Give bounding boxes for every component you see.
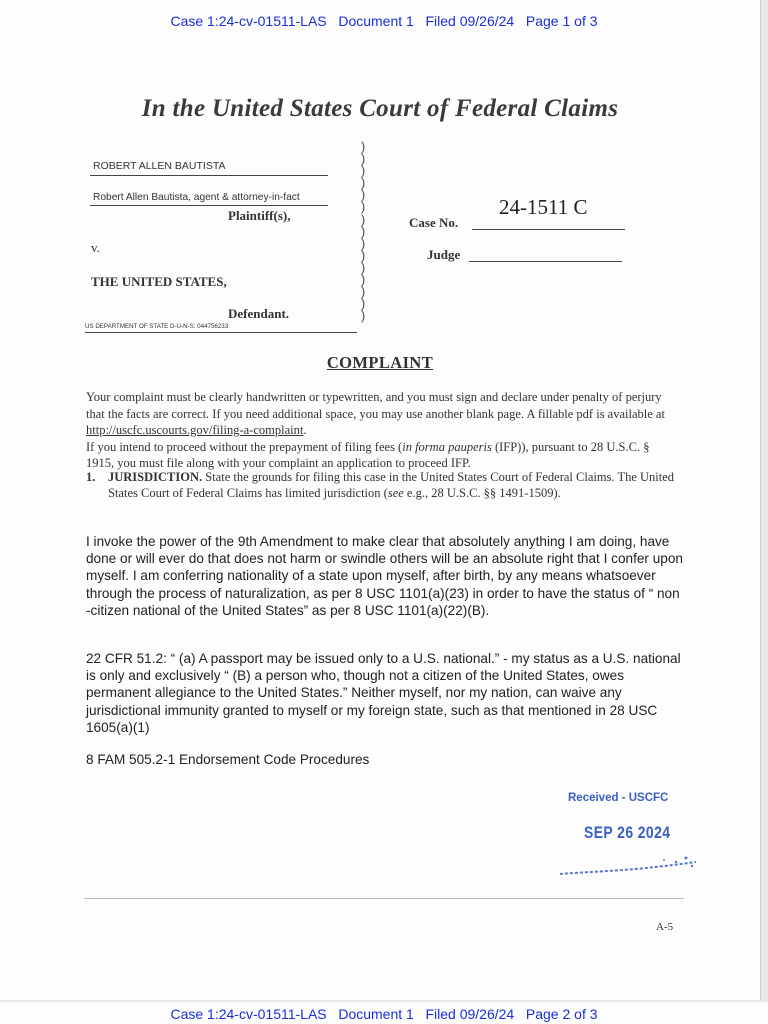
plaintiff-name: ROBERT ALLEN BAUTISTA — [93, 160, 226, 172]
ecf-header-top — [0, 13, 768, 29]
defendant-note: US DEPARTMENT OF STATE D-U-N-S: 044756233 — [85, 323, 229, 330]
instructions-paragraph-1 — [86, 389, 678, 439]
form-number: A-5 — [656, 921, 674, 933]
body-paragraph-2: 22 CFR 51.2: “ (a) A passport may be issued only to a U.S. national.” - my status as a U.S. national is only and exclusively “ (B) a person who, though not a citizen of the United States, owes permanent allegiance to the United States.” Neither myself, nor my nation, can waive any jurisdictional immunity granted to myself or my foreign state, such as that mentioned in 28 USC 1605(a)(1) — [86, 651, 681, 735]
versus: v. — [91, 240, 100, 255]
received-date-stamp: SEP 26 2024 — [584, 823, 671, 842]
page-indicator: Page 1 of 3 — [525, 13, 598, 29]
case-number: Case 1:24-cv-01511-LAS — [170, 13, 327, 29]
judge-label: Judge — [427, 247, 461, 262]
page-indicator: Page 2 of 3 — [525, 1006, 598, 1022]
document-number: Document 1 — [338, 1006, 414, 1022]
jurisdiction-body-b: e.g., 28 U.S.C. §§ 1491-1509). — [403, 485, 561, 500]
jurisdiction-see: see — [387, 485, 404, 500]
ecf-header-bottom — [0, 1006, 768, 1022]
instructions — [86, 389, 678, 472]
footer-rule — [84, 898, 684, 899]
case-caption — [85, 142, 380, 337]
case-no-line — [472, 229, 625, 230]
case-number: Case 1:24-cv-01511-LAS — [170, 1006, 327, 1022]
received-stamp: Received - USCFC — [568, 792, 669, 804]
instructions-paragraph-2 — [86, 439, 678, 472]
stamp-smudge — [556, 850, 701, 880]
judge-line — [469, 261, 622, 262]
jurisdiction-text — [108, 470, 686, 501]
ifp-text-a: If you intend to proceed without the prepayment of filing fees ( — [86, 439, 403, 454]
instructions-period: . — [303, 423, 307, 437]
body-paragraph-1: I invoke the power of the 9th Amendment to make clear that absolutely anything I am doing, have done or will ever do that does not harm or swindle others will be an absolute right that I confer upon myself. I am conferring nationality of a state upon myself, after birth, by any means whatsoever through the process of naturalization, as per 8 USC 1101(a)(23) in order to have the status of “ non -citizen national of the United States” as per 8 USC 1101(a)(22)(B). — [86, 534, 683, 618]
defendant-label: Defendant. — [228, 306, 290, 321]
case-no-value: 24-1511 C — [499, 195, 588, 219]
complaint-form-link[interactable]: http://uscfc.uscourts.gov/filing-a-complaint — [86, 423, 304, 437]
jurisdiction-item — [86, 470, 686, 501]
plaintiff-label: Plaintiff(s), — [228, 208, 291, 223]
instructions-text: Your complaint must be clearly handwritten or typewritten, and you must sign and declare under penalty of perjury that the facts are correct. If you need additional space, you may use another blank page. A fillable pdf is available at — [86, 390, 665, 421]
plaintiff-name-line — [90, 175, 328, 176]
defendant-line — [85, 332, 357, 333]
ifp-text-b: (IFP)), pursuant to 28 U.S.C. § 1915, you must file along with your complaint an application to proceed IFP. — [86, 439, 650, 470]
body-paragraph-3: 8 FAM 505.2-1 Endorsement Code Procedures — [86, 752, 370, 767]
jurisdiction-body-a: State the grounds for filing this case in the United States Court of Federal Claims. The United States Court of Federal Claims has limited jurisdiction ( — [108, 470, 675, 500]
jurisdiction-heading: JURISDICTION. — [108, 470, 203, 484]
filed-date: Filed 09/26/24 — [425, 13, 515, 29]
plaintiff-agent-line — [90, 205, 328, 206]
jurisdiction-number: 1. — [86, 470, 96, 484]
ifp-italic: in forma pauperis — [402, 439, 492, 454]
filed-date: Filed 09/26/24 — [425, 1006, 515, 1022]
plaintiff-agent: Robert Allen Bautista, agent & attorney-in-fact — [93, 192, 300, 203]
document-number: Document 1 — [338, 13, 414, 29]
court-title: In the United States Court of Federal Claims — [141, 95, 619, 122]
complaint-title: COMPLAINT — [326, 353, 434, 372]
defendant-name: THE UNITED STATES, — [91, 274, 227, 289]
caption-parentheses: ) ) ) ) ) ) ) ) ) ) ) ) ) ) ) — [361, 140, 366, 324]
case-no-label: Case No. — [409, 215, 459, 230]
